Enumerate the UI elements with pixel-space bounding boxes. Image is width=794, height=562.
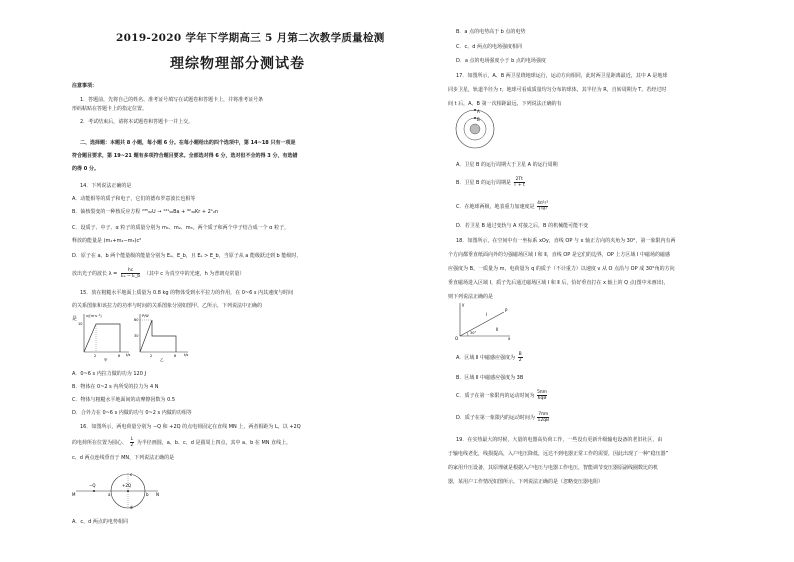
q15-option-d: D．合外力在 0~6 s 内做的功与 0~2 s 内做的功相等 xyxy=(72,410,192,416)
q17-b-prefix: B．卫星 B 的运行周期是 xyxy=(456,180,512,186)
q18-a-fraction xyxy=(518,352,523,363)
q18-c-prefix: C．质子在第一象限内的运动时间为 xyxy=(456,393,535,399)
q14-d2-prefix: 放出光子的波长 λ = xyxy=(72,271,118,277)
q18-d-den: 12qB xyxy=(537,418,550,423)
q14-option-d2 xyxy=(72,268,244,279)
q14-stem: 14．下列说法正确的是 xyxy=(80,183,132,189)
q18-option-a xyxy=(456,352,524,363)
q17-label-a: A xyxy=(477,109,480,114)
q17-b-den: T + t xyxy=(513,183,525,188)
q15-figures xyxy=(74,310,194,362)
q16-stem2-suffix: 为半径画圆，a、b、c、d 是圆周上四点，其中 a、b 在 MN 直线上， xyxy=(136,440,292,446)
q15-fig2-tick-60: 60 xyxy=(134,318,139,322)
q16-label-posq: +2Q xyxy=(122,483,132,488)
q17-stem1: 17．如图所示，A、B 两卫星绕地球运行，运动方向相同，此时两卫星距离最近，其中 A 是地球 xyxy=(456,73,668,79)
q18-stem3: 应强度为 B。一质量为 m，电荷量为 q 的质子（不计重力）以速度 v 从 O 点沿与 OP 成 30°角的方向 xyxy=(448,266,675,272)
q15-fig2-tick-6: 6 xyxy=(174,354,177,358)
q18-label-region1: Ⅰ xyxy=(486,312,488,317)
q14-option-d1: D．原子在 a、b 两个能量级的能量分别为 Eₐ、E_b，且 Eₐ > E_b，当原子从 a 能级跃迁到 b 能级时， xyxy=(72,253,302,259)
q19-line1: 19．在实热最大的时候，大量的电器高负荷工作，一些没有更新升级输电设备的老旧社区，由 xyxy=(456,437,663,443)
q15-fig1-tick-2: 2 xyxy=(94,354,97,358)
q16-label-b: b xyxy=(146,492,149,497)
q17-stem2: 同步卫星，轨道半径为 r。地球可看成质量均匀分布的球体，其半径为 R，自转周期为 T。若经过时 xyxy=(448,87,667,93)
q15-stem1: 15．放在粗糙水平地面上质量为 0.8 kg 的物体受到水平拉力的作用，在 0~6 s 内其速度与时间 xyxy=(80,290,294,296)
q18-label-o: O xyxy=(455,336,459,341)
q18-label-p: P xyxy=(505,308,508,313)
q16-label-c: c xyxy=(130,472,133,477)
q15-fig2-tick-30: 30 xyxy=(134,334,139,338)
q18-label-region2: Ⅱ xyxy=(496,327,498,332)
section2-line2: 符合题目要求，第 19~21 题有多项符合题目要求。全部选对得 6 分，选对但不全的得 3 分，有选错 xyxy=(72,153,298,159)
q16-stem2-prefix: 的电荷所在位置为圆心、 xyxy=(72,440,128,446)
q19-line3: 的家用升压设备，其原理就是根据入户电压与电器工作电压，智能调节变压器原副线圈数比的机 xyxy=(448,465,659,471)
q16-stem2 xyxy=(72,437,291,448)
q17-option-b xyxy=(456,177,526,188)
q14-option-c1: C．设质子、中子、α 粒子的质量分别为 m₁、m₂、m₃，两个质子和两个中子结合成一个 α 粒子， xyxy=(72,225,290,231)
q15-fig1-ylabel: v/(m·s⁻¹) xyxy=(86,314,102,318)
q18-c-fraction xyxy=(537,390,547,401)
notice-item1b: 形码粘贴在答题卡上的指定位置。 xyxy=(72,106,148,112)
q18-d-num: 7πm xyxy=(538,412,549,417)
q18-stem4: 垂直磁场进入区域 Ⅰ，质子先后通过磁场区域 Ⅰ 和 Ⅱ 后，恰好垂直打在 x 轴上的 Q 点(图中未画出)， xyxy=(448,280,669,286)
q15-fig2-xlabel: t/s xyxy=(184,353,189,357)
q15-fig-power xyxy=(134,314,189,362)
q18-c-den: 6qB xyxy=(537,396,547,401)
q15-fig2-ylabel: P/W xyxy=(142,314,149,318)
q16-label-m: M xyxy=(72,492,76,497)
q14-option-c2: 释放的能量是 (m₁+m₂−m₃)c² xyxy=(72,238,142,244)
q16-option-d: D．a 点的电场强度小于 b 点的电场强度 xyxy=(456,58,546,64)
q16-label-a: a xyxy=(108,492,111,497)
q14-d2-suffix: （其中 c 为真空中的光速，h 为普朗克常量） xyxy=(143,271,245,277)
q16-figure xyxy=(70,468,165,510)
q17-c-fraction xyxy=(537,201,548,212)
q15-option-a: A．0~6 s 内拉力做的功为 120 J xyxy=(72,371,146,377)
q17-option-a: A．卫星 B 的运行周期大于卫星 A 的运行周期 xyxy=(456,162,558,168)
q18-label-y: y xyxy=(462,302,465,307)
q15-option-c: C．物体与粗糙水平地面间的动摩擦因数为 0.5 xyxy=(72,397,176,403)
q17-stem3: 间 t 后，A、B 第一次相距最远，下列说法正确的有 xyxy=(448,101,562,107)
q15-fig1-caption: 甲 xyxy=(104,358,108,362)
q17-option-d: D．若卫星 B 通过变轨与 A 对接之后，B 的机械能可能不变 xyxy=(456,223,589,229)
q18-a-num: B xyxy=(518,352,522,357)
q15-fig1-xlabel: t/s xyxy=(126,353,131,357)
q16-option-b: B．a 点的电势高于 b 点的电势 xyxy=(456,29,526,35)
q17-c-prefix: C．在地球两极，地表重力加速度是 xyxy=(456,204,535,210)
q18-d-fraction xyxy=(537,412,549,423)
q18-label-angle: 30° xyxy=(470,331,477,335)
q18-label-x: x xyxy=(508,336,511,341)
q19-line4: 器，某用户工作情况如图所示。下列说法正确的是（忽略变压器电阻） xyxy=(448,479,604,485)
q16-stem3: c、d 两点连线垂直于 MN，下列说法正确的是 xyxy=(72,455,175,461)
q18-stem2: 个方向都垂直纸面向外的匀强磁场区域 Ⅰ 和 Ⅱ，直线 OP 是它们的边界，OP 上方区域 Ⅰ 中磁场的磁感 xyxy=(448,252,671,258)
q18-option-b: B．区域 Ⅱ 中磁感应强度为 3B xyxy=(456,375,524,381)
q16-frac-den: 2 xyxy=(130,443,134,448)
q18-a-den: 2 xyxy=(518,358,522,363)
q14-d2-num: hc xyxy=(121,268,140,274)
notice-item1a: 1．答题前，先将自己的姓名、准考证号填写在试题卷和答题卡上，并将准考证号条 xyxy=(80,97,264,103)
q18-d-prefix: D．质子在第一象限内的运动时间为 xyxy=(456,415,535,421)
q19-line2: 于输电线老化，线损提高，入户电压降低，远达不到电器正常工作的需要，因此出现了一种“稳压器” xyxy=(448,451,669,457)
q17-figure xyxy=(454,108,496,150)
q17-c-den: T²R² xyxy=(537,207,548,212)
q16-label-n: N xyxy=(156,492,159,497)
notice-item2: 2．考试结束后，请将本试题卷和答题卡一并上交。 xyxy=(80,119,194,125)
q17-option-c xyxy=(456,201,549,212)
q18-figure xyxy=(454,300,514,342)
exam-title: 2019-2020 学年下学期高三 5 月第二次教学质量检测 xyxy=(116,32,385,44)
q16-frac-num: L xyxy=(130,437,134,442)
q14-option-a: A．动能相等的质子和电子，它们的德布罗意波长也相等 xyxy=(72,196,196,202)
q14-option-b: B．铀核裂变的一种核反应方程 ²³⁵₉₂U → ¹⁴¹₅₆Ba + ⁹²₃₆Kr + 2¹₀n xyxy=(72,209,219,215)
q15-option-b: B．物体在 0~2 s 内所受的拉力为 4 N xyxy=(72,384,159,390)
q16-label-negq: −Q xyxy=(89,483,96,488)
q15-fig2-tick-2: 2 xyxy=(150,354,153,358)
q18-option-d xyxy=(456,412,550,423)
q16-option-c: C．c、d 两点的电场强度相同 xyxy=(456,44,523,50)
q15-fig-velocity xyxy=(78,314,131,362)
q18-a-prefix: A．区域 Ⅱ 中磁感应强度为 xyxy=(456,355,516,361)
q15-stem2: 的关系图象和该拉力的功率与时间的关系图象分别如图甲、乙所示，下列说法中正确的 xyxy=(72,303,263,309)
q17-b-fraction xyxy=(514,177,525,188)
q18-stem5: 则下列说法正确的是 xyxy=(448,294,494,300)
q16-stem1: 16．如图所示，两电荷量分别为 −Q 和 +2Q 的点电荷固定在直线 MN 上，两者相距为 L，以 +2Q xyxy=(80,424,301,430)
q16-radius-fraction xyxy=(130,437,135,448)
q16-label-d: d xyxy=(130,505,133,510)
q18-stem1: 18．如图所示，在空间中有一坐标系 xOy，直线 OP 与 x 轴正方向的夹角为 30°，第一象限内有两 xyxy=(456,238,676,244)
q18-option-c xyxy=(456,390,548,401)
q15-stem3: 是 xyxy=(72,316,78,322)
q17-b-num: 2Tt xyxy=(515,177,523,182)
q16-option-a: A．c、d 两点的电势相同 xyxy=(72,519,128,525)
section2-line1: 二、选择题：本题共 8 小题，每小题 6 分。在每小题给出的四个选项中，第 14~18 只有一项是 xyxy=(80,140,296,146)
q14-d2-den: Eₐ − E_b xyxy=(120,274,141,279)
exam-subtitle: 理综物理部分测试卷 xyxy=(170,56,305,72)
q17-c-num: 4π²r³ xyxy=(537,201,549,206)
q18-c-num: 5πm xyxy=(537,390,548,395)
q15-fig1-tick-6: 6 xyxy=(118,354,121,358)
q17-label-b: B xyxy=(477,117,480,122)
section2-line3: 的得 0 分。 xyxy=(72,166,99,172)
q15-fig2-caption: 乙 xyxy=(160,358,164,362)
notice-heading: 注意事项： xyxy=(72,83,98,89)
q14-d2-fraction xyxy=(121,268,140,279)
q15-fig1-tick-10: 10 xyxy=(78,322,83,326)
